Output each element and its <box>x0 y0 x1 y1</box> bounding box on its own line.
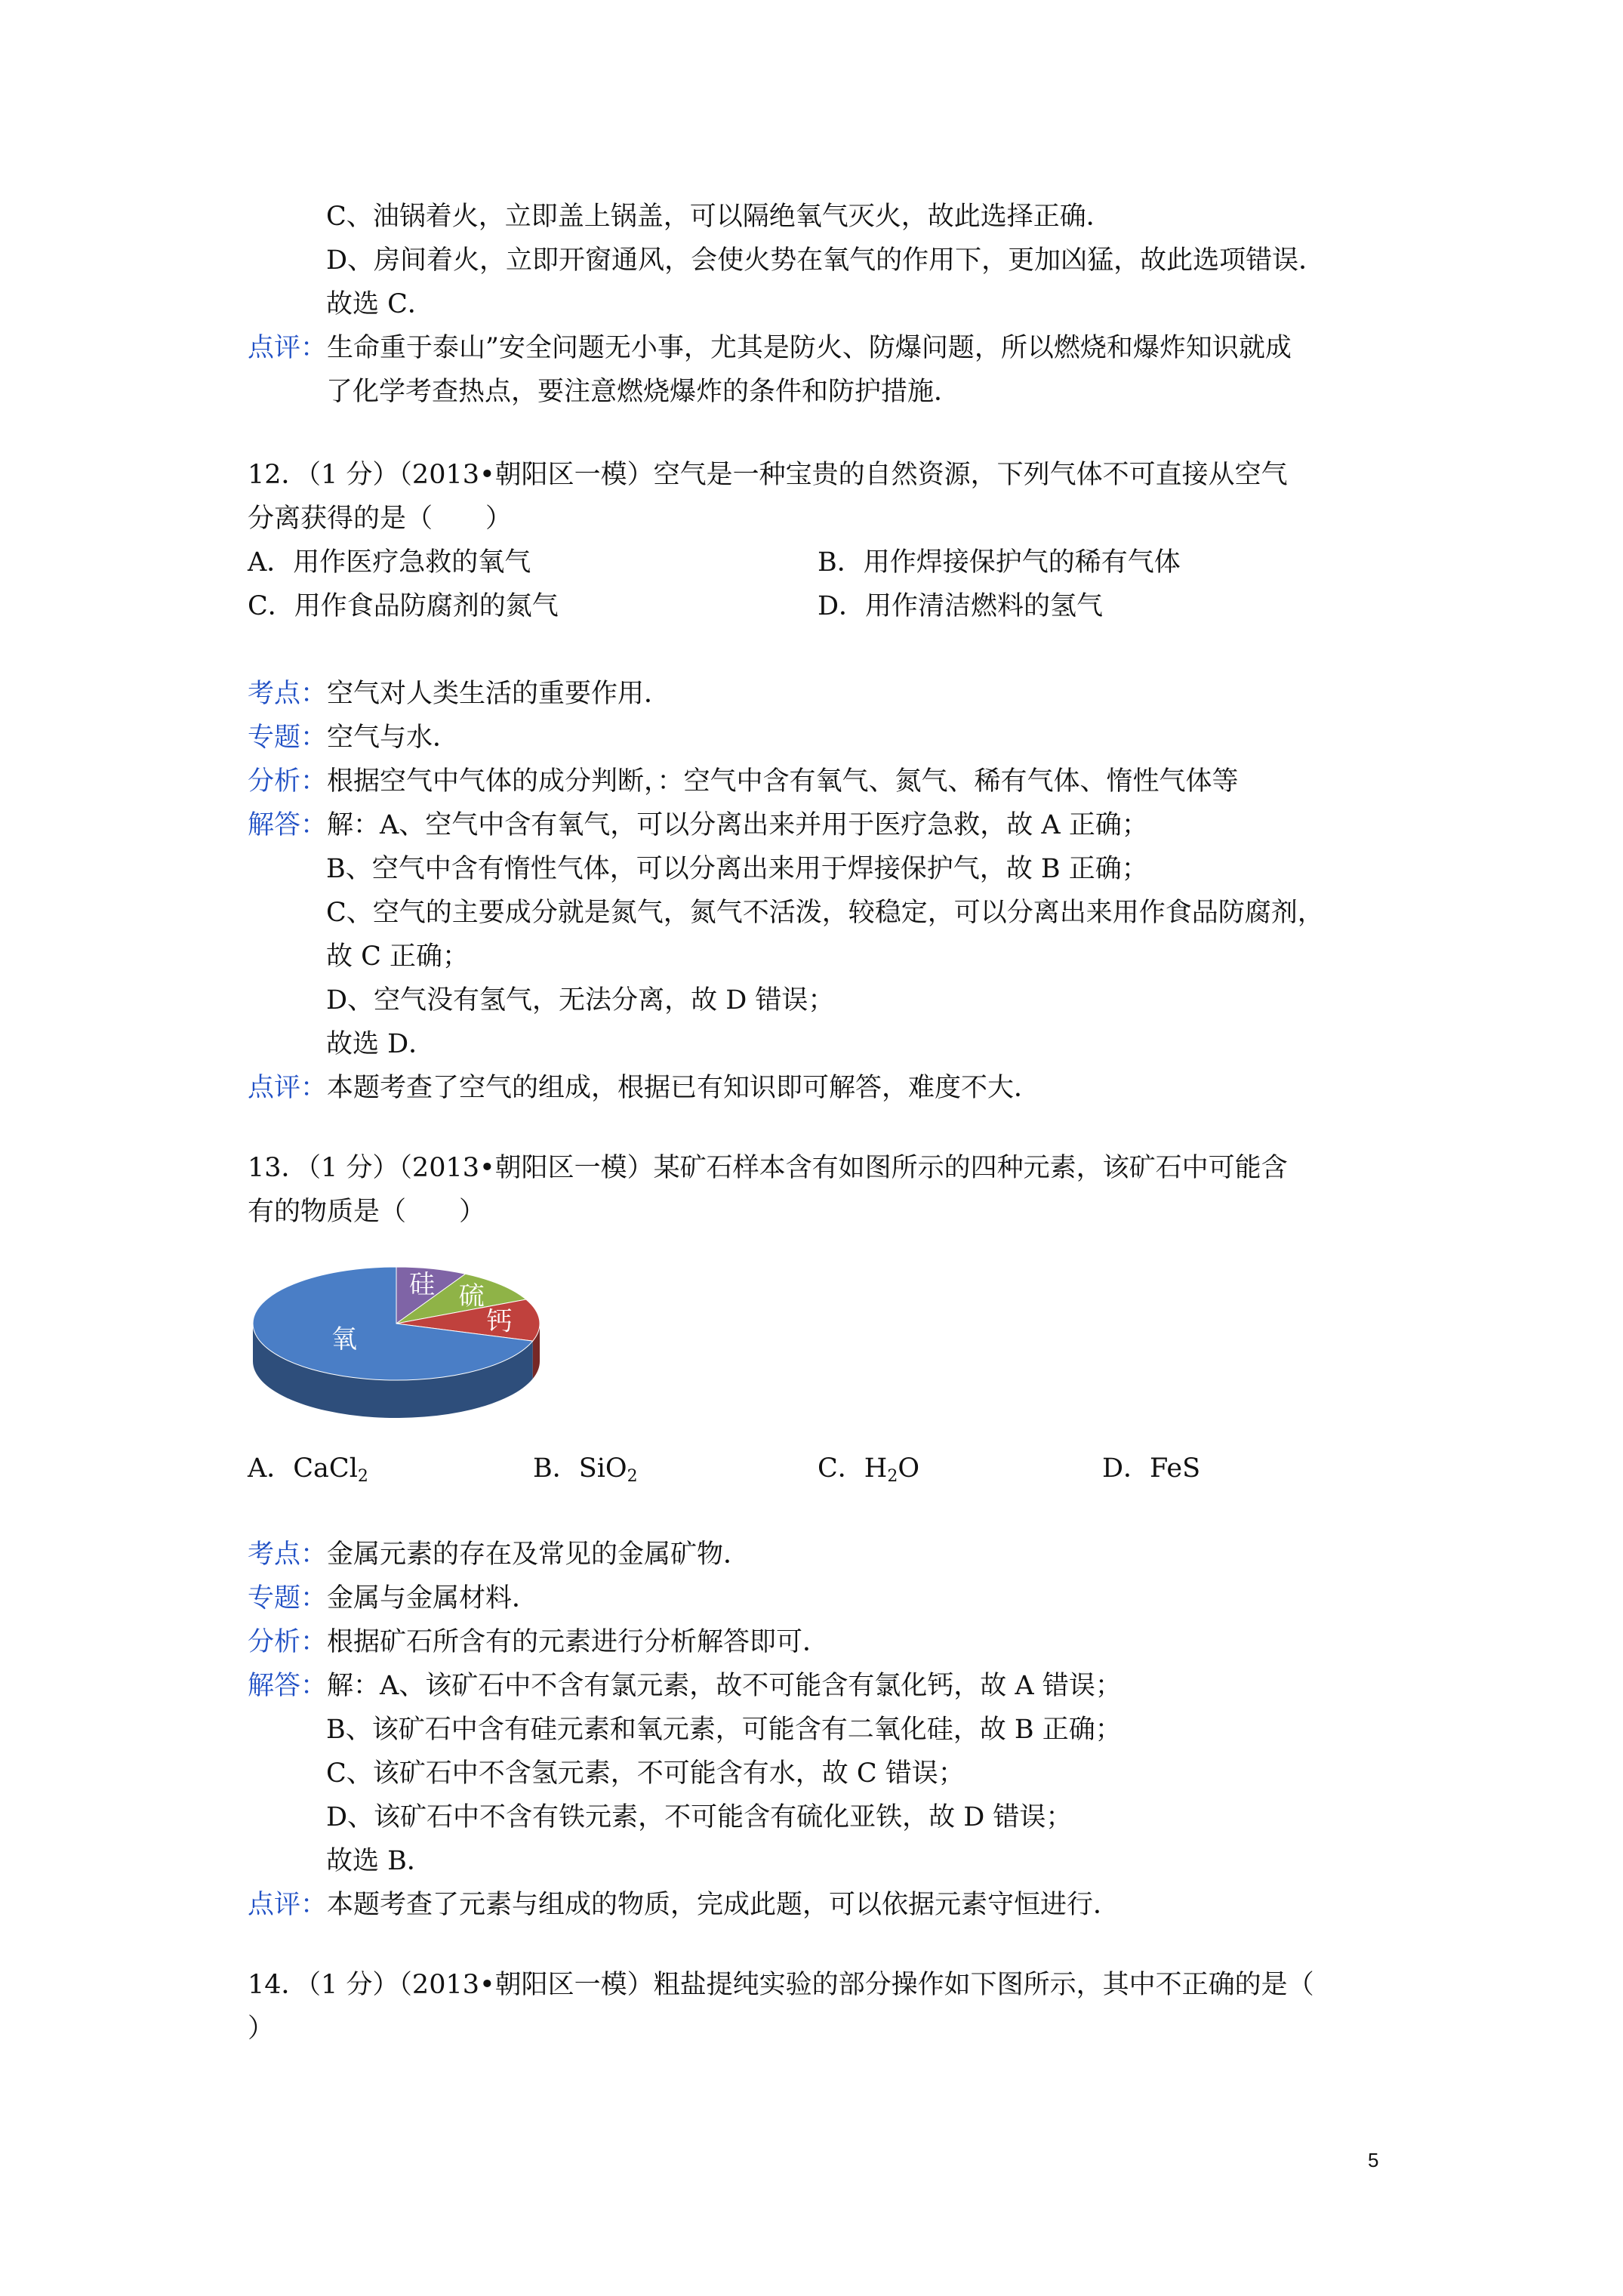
q13-option-a-text: A．CaCl <box>248 1453 358 1484</box>
q12-jieda-d: D、空气没有氢气，无法分离，故 D 错误； <box>326 985 835 1015</box>
q12-kaodian-label: 考点： <box>248 679 328 709</box>
q13-option-a <box>248 1451 368 1494</box>
q12-dianping-text: 本题考查了空气的组成，根据已有知识即可解答，难度不大． <box>327 1073 1041 1103</box>
q13-option-a-sub: 2 <box>357 1467 368 1486</box>
q12-fenxi <box>248 764 1239 799</box>
q13-stem: 13．（1 分）（2013•朝阳区一模）某矿石样本含有如图所示的四种元素，该矿石中可能含 <box>248 1153 1288 1183</box>
q13-dianping-label: 点评： <box>248 1890 328 1920</box>
element-pie-chart <box>249 1244 551 1425</box>
review-row <box>248 331 1292 365</box>
q12-kaodian <box>248 676 670 711</box>
q14-stem-2: ） <box>248 2014 275 2044</box>
q13-option-b-text: B．SiO <box>533 1453 627 1484</box>
q13-zhuanti-text: 金属与金属材料． <box>327 1583 539 1613</box>
q12-zhuanti-text: 空气与水． <box>327 723 460 753</box>
q13-kaodian-label: 考点： <box>248 1539 328 1570</box>
q13-zhuanti <box>248 1581 538 1616</box>
pie-label-硫: 硫 <box>458 1281 485 1312</box>
pie-label-钙: 钙 <box>486 1306 513 1337</box>
q13-jieda-d: D、该矿石中不含有铁元素，不可能含有硫化亚铁，故 D 错误； <box>326 1802 1073 1832</box>
q13-jieda <box>248 1669 1122 1703</box>
q13-zhuanti-label: 专题： <box>248 1583 328 1613</box>
q13-stem-2: 有的物质是（ ） <box>248 1197 486 1227</box>
q13-dianping-text: 本题考查了元素与组成的物质，完成此题，可以依据元素守恒进行． <box>327 1890 1120 1920</box>
q12-jieda-c2: 故 C 正确； <box>326 942 470 972</box>
q12-option-b: B．用作焊接保护气的稀有气体 <box>818 547 1181 578</box>
review-text: 生命重于泰山”安全问题无小事，尤其是防火、防爆问题，所以燃烧和爆炸知识就成 <box>327 333 1292 363</box>
q12-dianping-label: 点评： <box>248 1073 328 1103</box>
review-label: 点评： <box>248 333 328 363</box>
q12-fenxi-text: 根据空气中气体的成分判断，：空气中含有氧气、氮气、稀有气体、惰性气体等 <box>327 766 1239 797</box>
q13-option-c-sub: 2 <box>887 1467 898 1486</box>
q12-jieda-choice: 故选 D． <box>326 1029 436 1059</box>
answer-line-d: D、房间着火，立即开窗通风，会使火势在氧气的作用下，更加凶猛，故此选项错误． <box>326 245 1326 276</box>
q13-jieda-c: C、该矿石中不含氢元素，不可能含有水，故 C 错误； <box>326 1758 965 1789</box>
q13-jieda-text: 解：A、该矿石中不含有氯元素，故不可能含有氯化钙，故 A 错误； <box>327 1671 1122 1701</box>
q13-jieda-b: B、该矿石中含有硅元素和氧元素，可能含有二氧化硅，故 B 正确； <box>326 1715 1122 1745</box>
review-text-2: 了化学考查热点，要注意燃烧爆炸的条件和防护措施． <box>326 377 961 407</box>
q12-jieda-text: 解：A、空气中含有氧气，可以分离出来并用于医疗急救，故 A 正确； <box>327 810 1148 840</box>
q12-option-a: A．用作医疗急救的氧气 <box>248 547 531 578</box>
q12-option-d: D．用作清洁燃料的氢气 <box>818 591 1104 621</box>
q13-kaodian <box>248 1537 750 1572</box>
q12-stem: 12．（1 分）（2013•朝阳区一模）空气是一种宝贵的自然资源，下列气体不可直接从空气 <box>248 460 1288 490</box>
q13-option-b <box>533 1451 638 1494</box>
q13-fenxi-label: 分析： <box>248 1627 328 1657</box>
q12-jieda <box>248 808 1148 843</box>
q12-jieda-label: 解答： <box>248 810 328 840</box>
q13-option-c-text: C．H <box>818 1453 888 1484</box>
q12-stem-2: 分离获得的是（ ） <box>248 504 513 534</box>
answer-choice: 故选 C． <box>326 289 434 319</box>
q13-option-c <box>818 1451 919 1494</box>
q12-option-c: C．用作食品防腐剂的氮气 <box>248 591 559 621</box>
q13-option-c-post: O <box>898 1453 920 1484</box>
q14-stem: 14．（1 分）（2013•朝阳区一模）粗盐提纯实验的部分操作如下图所示，其中不正确的是（ <box>248 1970 1314 2000</box>
q12-jieda-b: B、空气中含有惰性气体，可以分离出来用于焊接保护气，故 B 正确； <box>326 854 1148 884</box>
q13-jieda-label: 解答： <box>248 1671 328 1701</box>
q13-kaodian-text: 金属元素的存在及常见的金属矿物． <box>327 1539 750 1570</box>
answer-line-c: C、油锅着火，立即盖上锅盖，可以隔绝氧气灭火，故此选择正确． <box>326 202 1113 232</box>
q13-dianping <box>248 1888 1119 1922</box>
pie-label-氧: 氧 <box>331 1324 357 1354</box>
q12-zhuanti-label: 专题： <box>248 723 328 753</box>
q13-option-d: D．FeS <box>1102 1453 1201 1484</box>
q12-fenxi-label: 分析： <box>248 766 328 797</box>
q13-jieda-choice: 故选 B． <box>326 1846 433 1876</box>
pie-label-硅: 硅 <box>409 1269 436 1300</box>
q12-zhuanti <box>248 720 459 755</box>
q13-fenxi-text: 根据矿石所含有的元素进行分析解答即可． <box>327 1627 830 1657</box>
q12-jieda-c: C、空气的主要成分就是氮气，氮气不活泼，较稳定，可以分离出来用作食品防腐剂， <box>326 898 1324 928</box>
q12-kaodian-text: 空气对人类生活的重要作用． <box>327 679 671 709</box>
q13-option-b-sub: 2 <box>627 1467 638 1486</box>
q13-fenxi <box>248 1625 829 1660</box>
page-number: 5 <box>1368 2149 1379 2171</box>
q12-dianping <box>248 1071 1040 1105</box>
